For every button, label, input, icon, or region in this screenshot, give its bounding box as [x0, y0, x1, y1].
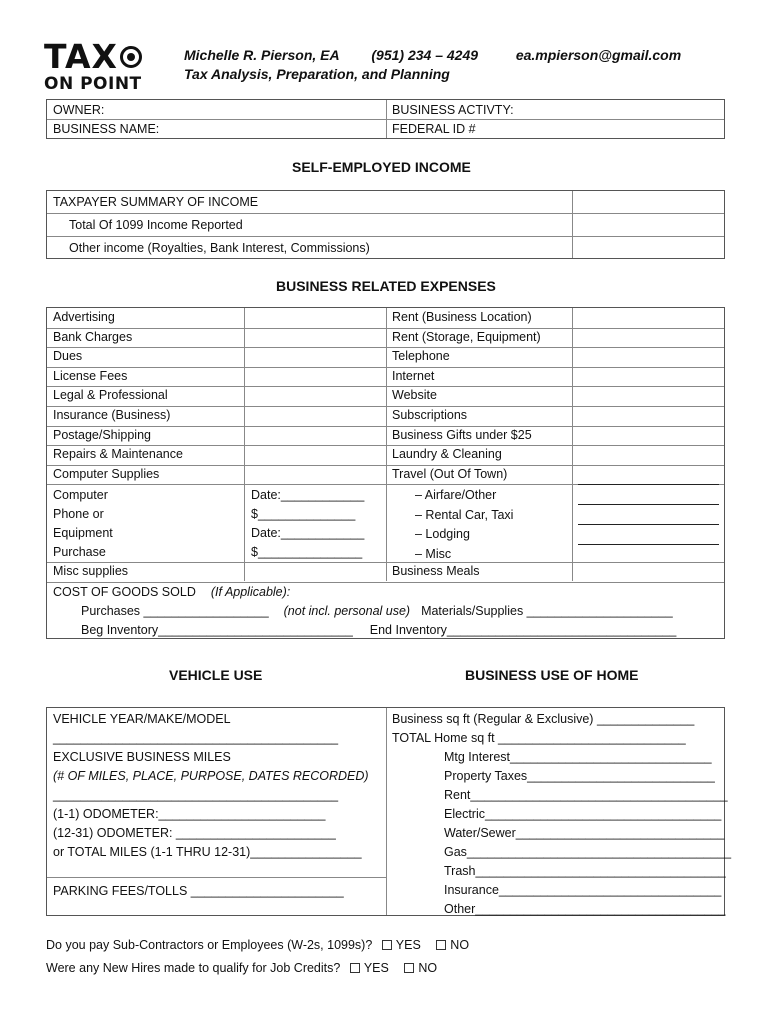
expense-amount-left[interactable]	[246, 387, 384, 404]
home-use-title: BUSINESS USE OF HOME	[465, 667, 639, 683]
travel-item-label: – Rental Car, Taxi	[415, 507, 514, 522]
subcontractors-yes-checkbox[interactable]	[382, 940, 392, 950]
exclusive-miles-note: (# OF MILES, PLACE, PURPOSE, DATES RECORDED)	[53, 769, 369, 783]
expense-label-right: Travel (Out Of Town)	[392, 466, 508, 481]
logo-top-text: TAX	[44, 37, 118, 76]
cogs-purchases-line	[81, 604, 673, 618]
expense-label-left: Bank Charges	[53, 329, 133, 344]
income-summary-header: TAXPAYER SUMMARY OF INCOME	[53, 195, 259, 209]
odometer-end-field[interactable]: (12-31) ODOMETER: _______________________	[53, 826, 336, 840]
expense-amount-left[interactable]	[246, 329, 384, 346]
travel-amount-line[interactable]	[578, 484, 719, 485]
expense-label-right: Rent (Storage, Equipment)	[392, 329, 541, 344]
other-income-label: Other income (Royalties, Bank Interest, Commissions)	[69, 241, 370, 255]
business-meals-label: Business Meals	[392, 564, 480, 578]
subcontractors-question-text: Do you pay Sub-Contractors or Employees (W-2s, 1099s)?	[46, 938, 373, 952]
expense-amount-left[interactable]	[246, 466, 384, 483]
new-hires-no-checkbox[interactable]	[404, 963, 414, 973]
subcontractors-no-checkbox[interactable]	[436, 940, 446, 950]
expense-label-right: Website	[392, 388, 437, 403]
logo-bottom-text: ON POINT	[44, 74, 142, 94]
preparer-email: ea.mpierson@gmail.com	[515, 47, 682, 63]
expense-label-right: Internet	[392, 368, 435, 383]
expense-label-left: Postage/Shipping	[53, 427, 151, 442]
expense-amount-left[interactable]	[246, 407, 384, 424]
vehicle-blank-line-2[interactable]: _________________________________________	[53, 788, 339, 802]
computer-purchase-label: Purchase	[53, 545, 106, 559]
expense-label-right: Business Gifts under $25	[392, 427, 532, 442]
vehicle-blank-line-1[interactable]: _________________________________________	[53, 731, 339, 745]
computer-purchase-field[interactable]: Date:____________	[251, 526, 365, 540]
odometer-start-field[interactable]: (1-1) ODOMETER:________________________	[53, 807, 326, 821]
expense-amount-left[interactable]	[246, 446, 384, 463]
home-expense-field[interactable]: Mtg Interest_____________________________	[444, 750, 712, 764]
expense-label-left: Dues	[53, 349, 83, 364]
business-activity-field[interactable]: BUSINESS ACTIVTY:	[392, 103, 514, 117]
expense-amount-right[interactable]	[574, 446, 724, 463]
target-icon	[120, 46, 142, 68]
expense-label-left: Advertising	[53, 310, 115, 324]
expense-amount-right[interactable]	[574, 348, 724, 365]
self-employed-title: SELF-EMPLOYED INCOME	[292, 159, 471, 175]
company-logo	[44, 37, 154, 94]
home-expense-field[interactable]: Trash____________________________________	[444, 864, 726, 878]
logo-wordmark	[44, 37, 154, 76]
cogs-note: (If Applicable):	[210, 585, 291, 599]
cogs-title: COST OF GOODS SOLD	[53, 585, 196, 599]
cogs-inventory-line	[81, 623, 676, 637]
expense-amount-left[interactable]	[246, 309, 384, 326]
home-expense-field[interactable]: Insurance________________________________	[444, 883, 722, 897]
income-summary-table	[46, 190, 725, 259]
expense-row-divider	[47, 465, 724, 466]
expense-label-right: Laundry & Cleaning	[392, 447, 502, 462]
expense-amount-right[interactable]	[574, 368, 724, 385]
computer-purchase-field[interactable]: Date:____________	[251, 488, 365, 502]
expense-amount-left[interactable]	[246, 348, 384, 365]
vehicle-year-make-label: VEHICLE YEAR/MAKE/MODEL	[53, 712, 231, 726]
new-hires-question-text: Were any New Hires made to qualify for Job Credits?	[46, 961, 341, 975]
total-1099-income-label: Total Of 1099 Income Reported	[69, 218, 243, 232]
parking-fees-field[interactable]: PARKING FEES/TOLLS ______________________	[53, 884, 344, 898]
business-expenses-title: BUSINESS RELATED EXPENSES	[276, 278, 496, 294]
beg-inventory-field[interactable]: Beg Inventory____________________________	[81, 623, 353, 637]
owner-info-box	[46, 99, 725, 139]
subcontractors-question	[46, 938, 469, 952]
vehicle-home-table	[46, 707, 732, 916]
business-expenses-table	[46, 307, 725, 639]
subcontractors-no-label: NO	[450, 938, 470, 952]
vehicle-use-title: VEHICLE USE	[169, 667, 263, 683]
home-expense-field[interactable]: Water/Sewer______________________________	[444, 826, 725, 840]
expense-label-left: Repairs & Maintenance	[53, 447, 183, 462]
cogs-label	[53, 585, 290, 599]
travel-amount-line[interactable]	[578, 504, 719, 505]
owner-field[interactable]: OWNER:	[53, 103, 105, 117]
preparer-phone: (951) 234 – 4249	[371, 47, 479, 63]
expense-amount-right[interactable]	[574, 407, 724, 424]
header-tagline: Tax Analysis, Preparation, and Planning	[184, 66, 450, 82]
travel-item-label: – Misc	[415, 546, 452, 561]
expense-amount-left[interactable]	[246, 427, 384, 444]
not-incl-note: (not incl. personal use)	[283, 604, 411, 618]
expense-label-left: License Fees	[53, 368, 128, 383]
federal-id-field[interactable]: FEDERAL ID #	[392, 122, 476, 136]
home-expense-field[interactable]: Property Taxes___________________________	[444, 769, 715, 783]
computer-purchase-field[interactable]: $______________	[251, 507, 356, 521]
total-home-sqft-field[interactable]: TOTAL Home sq ft ___________________________	[392, 731, 686, 745]
expense-amount-right[interactable]	[574, 387, 724, 404]
expense-label-right: Subscriptions	[392, 408, 468, 422]
travel-amount-line[interactable]	[578, 524, 719, 525]
expense-label-left: Legal & Professional	[53, 388, 168, 403]
materials-field[interactable]: Materials/Supplies _____________________	[421, 604, 673, 618]
computer-purchase-label: Phone or	[53, 507, 104, 521]
new-hires-no-label: NO	[418, 961, 438, 975]
exclusive-miles-label: EXCLUSIVE BUSINESS MILES	[53, 750, 231, 764]
computer-purchase-label: Computer	[53, 488, 108, 502]
travel-item-label: – Airfare/Other	[415, 488, 497, 502]
computer-purchase-label: Equipment	[53, 526, 113, 540]
new-hires-question	[46, 961, 437, 975]
new-hires-yes-checkbox[interactable]	[350, 963, 360, 973]
expense-label-right: Telephone	[392, 349, 450, 364]
other-income-amount[interactable]	[574, 237, 724, 258]
home-expense-field[interactable]: Rent_____________________________________	[444, 788, 728, 802]
expense-row-divider	[47, 562, 724, 563]
expense-amount-right[interactable]	[574, 427, 724, 444]
expense-label-right: Rent (Business Location)	[392, 310, 532, 324]
total-miles-field[interactable]: or TOTAL MILES (1-1 THRU 12-31)________________	[53, 845, 362, 859]
new-hires-yes-label: YES	[363, 961, 389, 975]
travel-amount-line[interactable]	[578, 544, 719, 545]
business-sqft-field[interactable]: Business sq ft (Regular & Exclusive) ______________	[392, 712, 695, 726]
expense-amount-left[interactable]	[246, 368, 384, 385]
business-name-field[interactable]: BUSINESS NAME:	[53, 122, 160, 136]
expense-amount-right[interactable]	[574, 329, 724, 346]
home-expense-field[interactable]: Other____________________________________	[444, 902, 726, 916]
end-inventory-field[interactable]: End Inventory_________________________________	[369, 623, 677, 637]
preparer-name: Michelle R. Pierson, EA	[184, 47, 340, 63]
expense-amount-right[interactable]	[574, 309, 724, 326]
purchases-field[interactable]: Purchases __________________	[81, 604, 269, 618]
subcontractors-yes-label: YES	[395, 938, 421, 952]
expense-label-left: Computer Supplies	[53, 466, 160, 481]
home-expense-field[interactable]: Gas______________________________________	[444, 845, 732, 859]
total-1099-income-amount[interactable]	[574, 214, 724, 235]
travel-item-label: – Lodging	[415, 527, 470, 541]
home-expense-field[interactable]: Electric__________________________________	[444, 807, 722, 821]
expense-label-left: Insurance (Business)	[53, 408, 171, 422]
computer-purchase-field[interactable]: $_______________	[251, 545, 363, 559]
header-contact	[184, 47, 681, 63]
misc-supplies-label: Misc supplies	[53, 564, 129, 578]
